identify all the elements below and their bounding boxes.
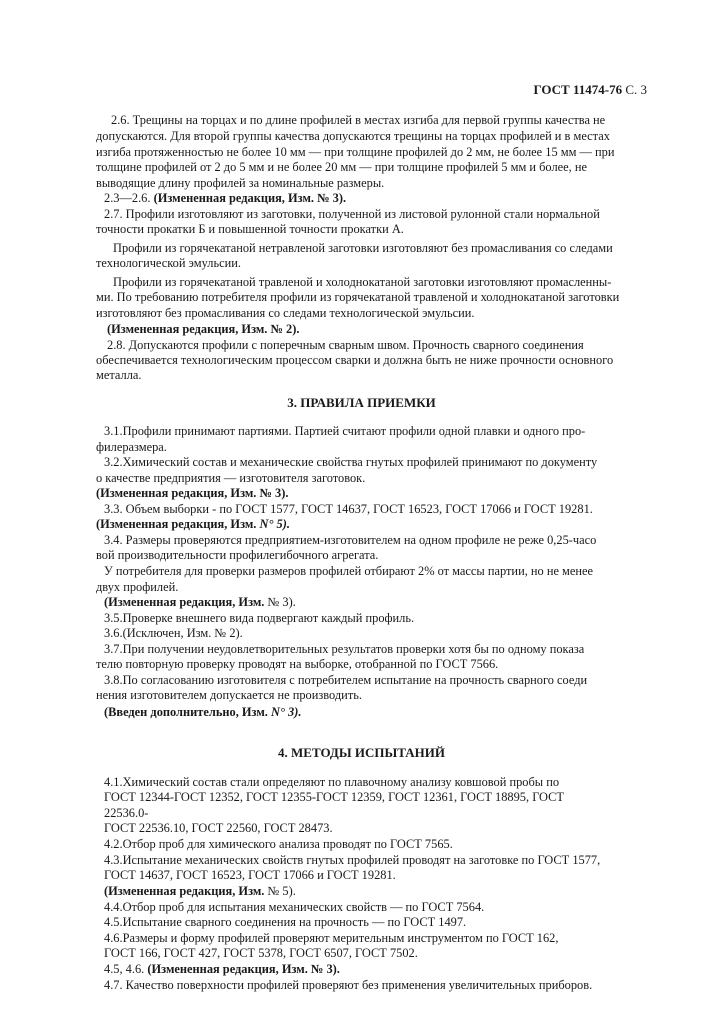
text-line: Профили из горячекатаной травленой и холоднокатаной заготовки изготовляют промасленны-	[113, 275, 612, 289]
amendment-note: (Измененная редакция, Изм. № 3).	[96, 486, 289, 500]
text-line: выводящие длину профилей за номинальные размеры.	[96, 176, 385, 190]
text-line: нения изготовителем допускается не производить.	[96, 688, 362, 702]
text-line: 22536.0-	[104, 806, 149, 820]
text-line: 3.1.Профили принимают партиями. Партией считают профили одной плавки и одного про-	[104, 424, 586, 438]
page-number: С. 3	[625, 82, 647, 97]
text-line: 4.6.Размеры и форму профилей проверяют мерительным инструментом по ГОСТ 162,	[104, 931, 559, 945]
text-line: филеразмера.	[96, 440, 167, 454]
text-line: ми. По требованию потребителя профили из горячекатаной травленой и холоднокатаной заготовки	[96, 290, 620, 304]
amendment-note: (Измененная редакция, Изм. N° 5).	[96, 517, 290, 531]
amendment-note: (Измененная редакция, Изм. № 3).	[153, 191, 347, 205]
text-line: ГОСТ 12344-ГОСТ 12352, ГОСТ 12355-ГОСТ 12359, ГОСТ 12361, ГОСТ 18895, ГОСТ	[104, 790, 564, 804]
standard-code: ГОСТ 11474-76	[533, 82, 623, 97]
text-line: Профили из горячекатаной нетравленой заготовки изготовляют без промасливания со следами	[113, 241, 613, 255]
text-line: 4.1.Химический состав стали определяют по плавочному анализу ковшовой пробы по	[104, 775, 560, 789]
text-line: ГОСТ 22536.10, ГОСТ 22560, ГОСТ 28473.	[104, 821, 333, 835]
text-line: 4.5.Испытание сварного соединения на прочность — по ГОСТ 1497.	[104, 915, 467, 929]
text-line: 3.4. Размеры проверяются предприятием-изготовителем на одном профиле не реже 0,25-часо	[104, 533, 597, 547]
text-line: толщине профилей от 2 до 5 мм и не более 20 мм — при толщине профилей 5 мм и более, не	[96, 160, 587, 174]
text-line: двух профилей.	[96, 580, 179, 594]
text-line: 4.3.Испытание механических свойств гнутых профилей проводят на заготовке по ГОСТ 1577,	[104, 853, 601, 867]
text-line: изготовляют без промасливания со следами технологической эмульсии.	[96, 306, 475, 320]
text-line: 3.8.По согласованию изготовителя с потребителем испытание на прочность сварного соеди	[104, 673, 588, 687]
text-line: 3.3. Объем выборки - по ГОСТ 1577, ГОСТ 14637, ГОСТ 16523, ГОСТ 17066 и ГОСТ 19281.	[104, 502, 593, 516]
text-line: вой производительности профилегибочного агрегата.	[96, 548, 379, 562]
text-line: ГОСТ 14637, ГОСТ 16523, ГОСТ 17066 и ГОСТ 19281.	[104, 868, 396, 882]
text-line: 4.2.Отбор проб для химического анализа проводят по ГОСТ 7565.	[104, 837, 453, 851]
amendment-note: (Измененная редакция, Изм. № 2).	[107, 322, 300, 336]
text-line	[104, 191, 346, 206]
text-line: изгиба протяженностью не более 10 мм — при толщине профилей до 2 мм, не более 15 мм — при	[96, 145, 615, 159]
amendment-ref: 2.3—2.6.	[104, 191, 151, 205]
text-line: 2.8. Допускаются профили с поперечным сварным швом. Прочность сварного соединения	[107, 338, 584, 352]
page-header	[533, 82, 647, 98]
amendment-ref: 4.5, 4.6.	[104, 962, 145, 976]
text-line: 3.7.При получении неудовлетворительных результатов проверки хотя бы по одному показа	[104, 642, 585, 656]
text-line: телю повторную проверку проводят на выборке, отобранной по ГОСТ 7566.	[96, 657, 499, 671]
text-line: ГОСТ 166, ГОСТ 427, ГОСТ 5378, ГОСТ 6507, ГОСТ 7502.	[104, 946, 418, 960]
section-heading-3: 3. ПРАВИЛА ПРИЕМКИ	[287, 395, 436, 410]
amendment-note: (Измененная редакция, Изм. № 5).	[104, 884, 296, 898]
text-line: 4.4.Отбор проб для испытания механических свойств — по ГОСТ 7564.	[104, 900, 485, 914]
text-line: металла.	[96, 368, 142, 382]
text-line: 2.7. Профили изготовляют из заготовки, полученной из листовой рулонной стали нормальной	[104, 207, 600, 221]
text-line: обеспечивается технологическим процессом сварки и должна быть не ниже прочности основного	[96, 353, 614, 367]
section-heading-4: 4. МЕТОДЫ ИСПЫТАНИЙ	[278, 745, 445, 760]
text-line: 3.6.(Исключен, Изм. № 2).	[104, 626, 243, 640]
amendment-note: (Измененная редакция, Изм. № 3).	[147, 962, 340, 976]
text-line: точности прокатки Б и повышенной точности прокатки А.	[96, 222, 404, 236]
amendment-note: (Измененная редакция, Изм. № 3).	[104, 595, 296, 609]
text-line: 3.2.Химический состав и механические свойства гнутых профилей принимают по документу	[104, 455, 598, 469]
text-line: 4.7. Качество поверхности профилей проверяют без применения увеличительных приборов.	[104, 978, 593, 992]
text-line: 3.5.Проверке внешнего вида подвергают каждый профиль.	[104, 611, 415, 625]
text-line: о качестве предприятия — изготовителя заготовок.	[96, 471, 366, 485]
text-line	[104, 962, 340, 977]
text-line: 2.6. Трещины на торцах и по длине профилей в местах изгиба для первой группы качества не	[111, 113, 606, 127]
text-line: технологической эмульсии.	[96, 256, 241, 270]
amendment-note: (Введен дополнительно, Изм. N° 3).	[104, 705, 302, 719]
text-line: У потребителя для проверки размеров профилей отбирают 2% от массы партии, но не менее	[104, 564, 594, 578]
text-line: допускаются. Для второй группы качества допускаются трещины на торцах профилей и в местах	[96, 129, 610, 143]
